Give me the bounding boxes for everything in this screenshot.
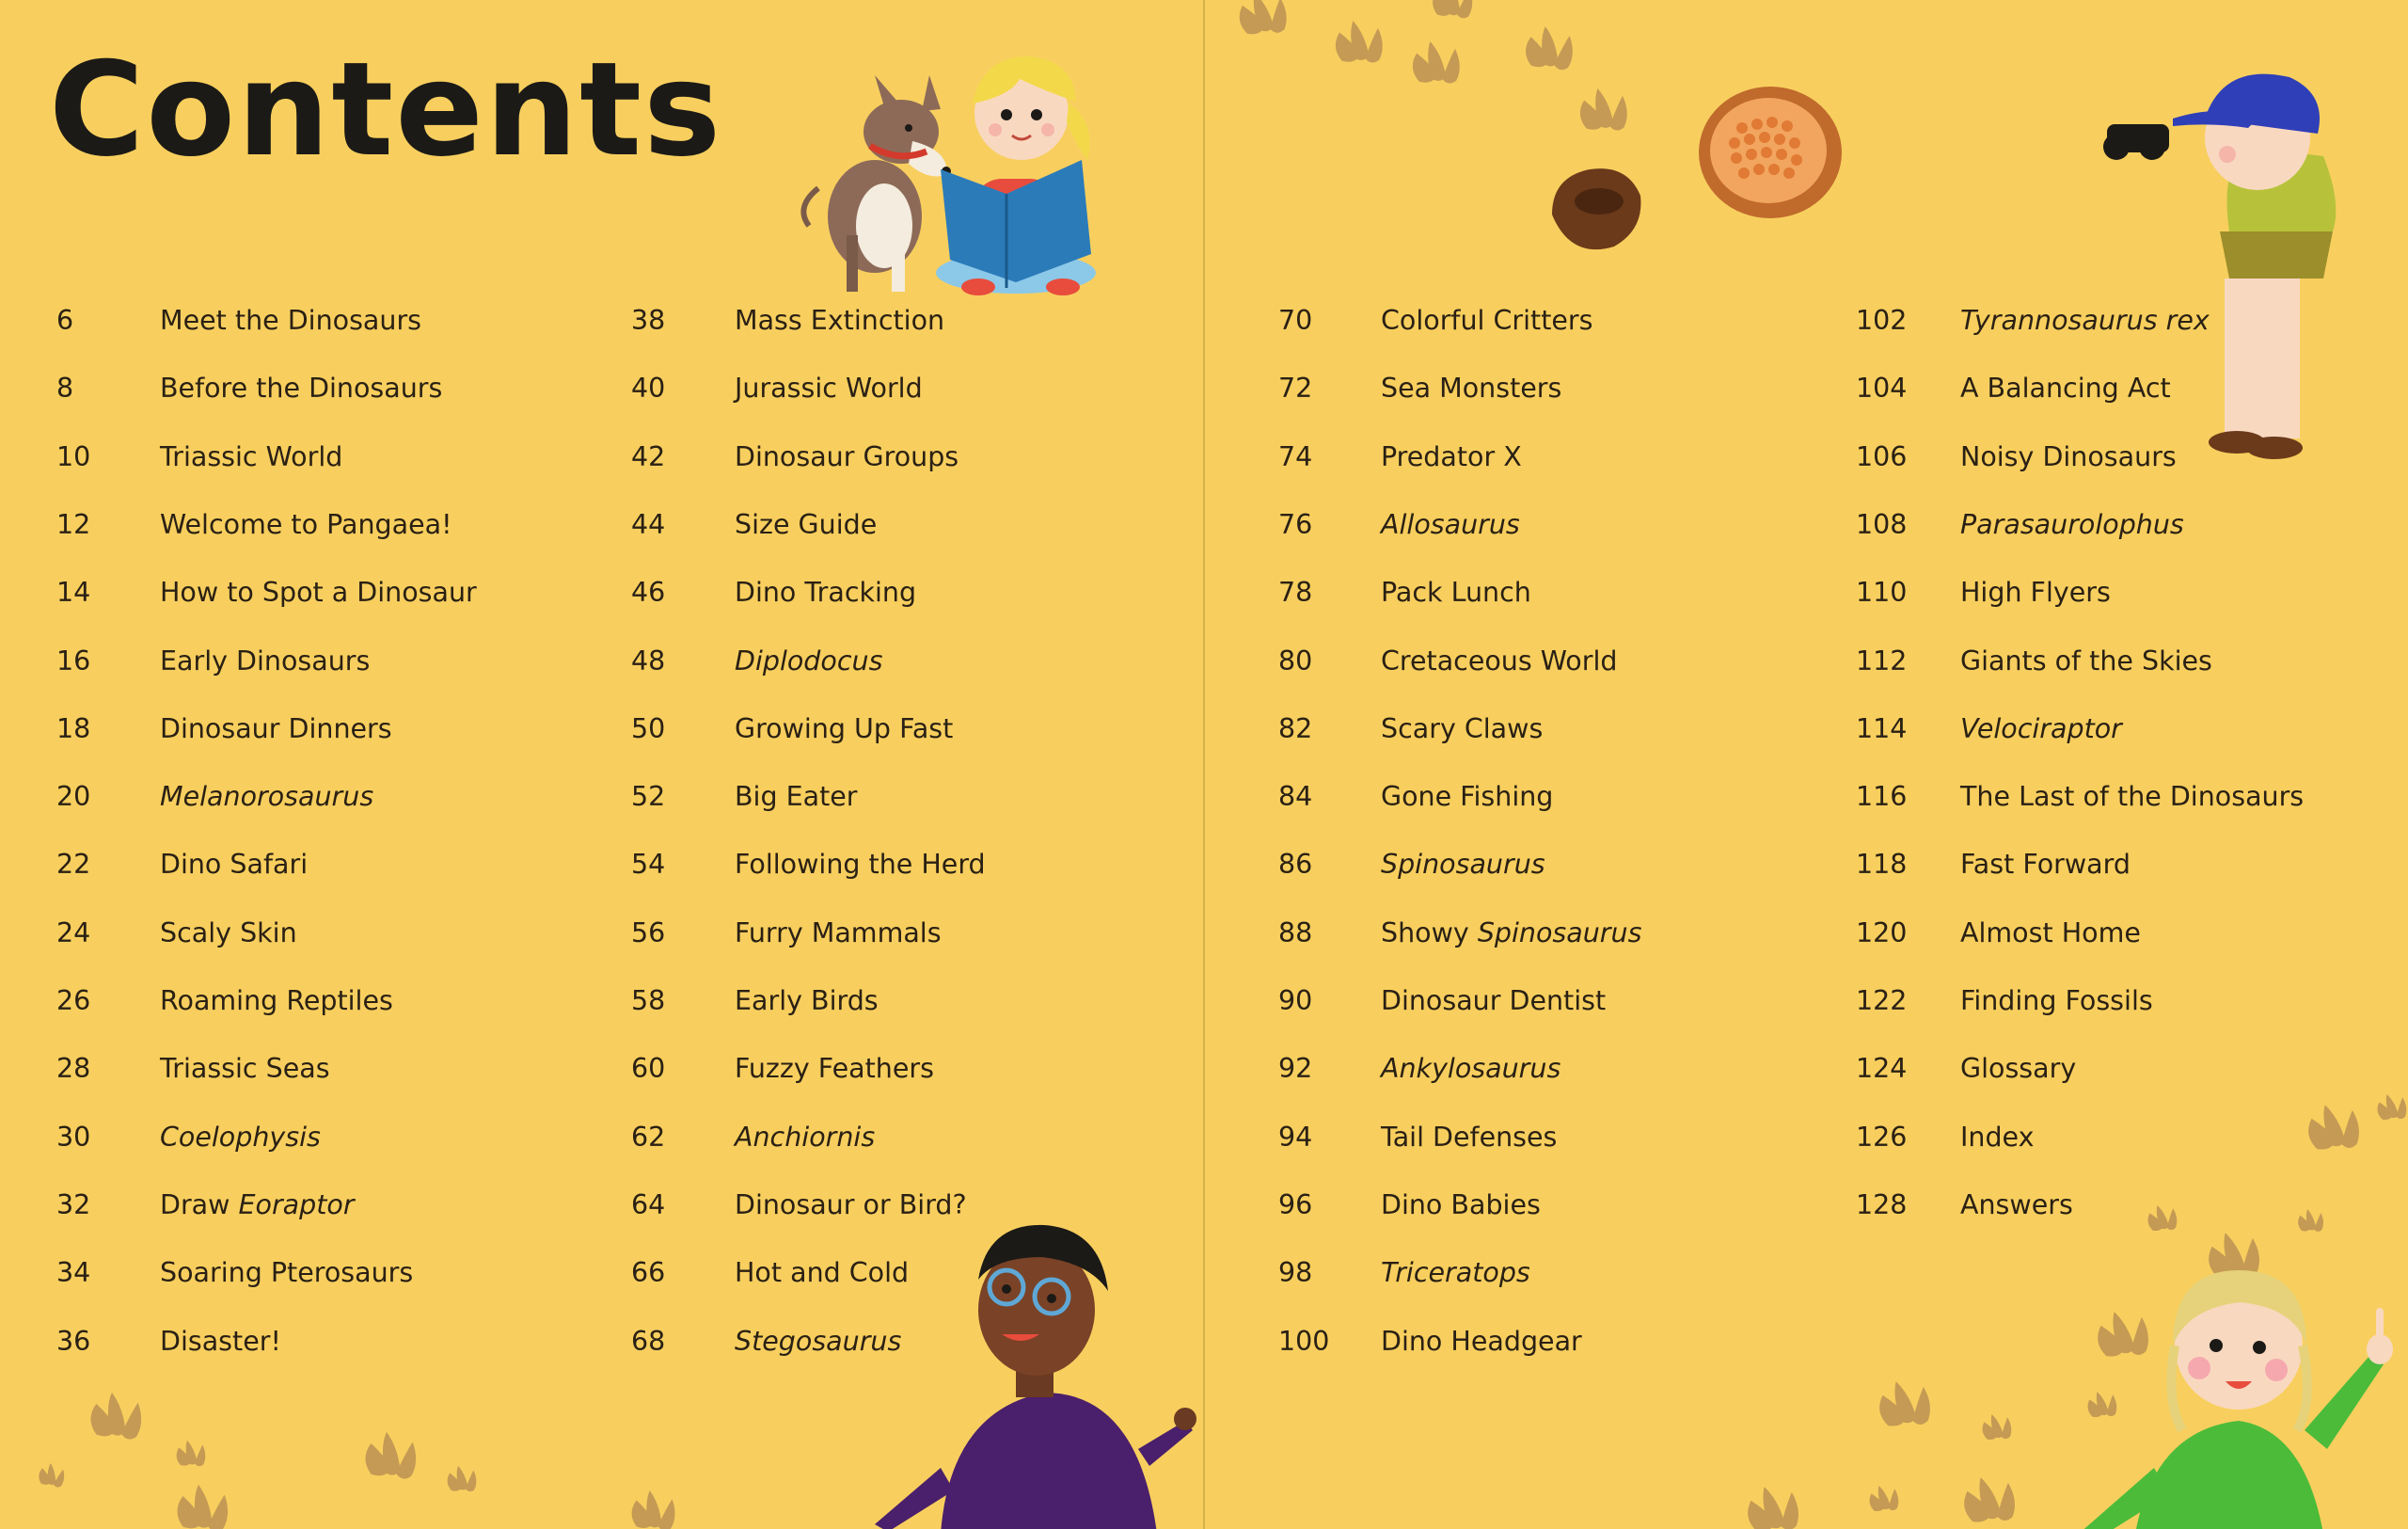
girl-pointing-illustration <box>2060 1242 2380 1529</box>
toc-title-part: Mass Extinction <box>735 305 945 336</box>
toc-entry-title <box>1960 917 2141 948</box>
toc-page-number: 26 <box>56 985 91 1016</box>
toc-entry-title <box>735 1122 875 1153</box>
toc-page-number: 68 <box>631 1325 666 1357</box>
toc-page-number: 22 <box>56 849 91 881</box>
toc-entry-title <box>1381 849 1545 880</box>
footprints-top-right <box>1213 0 1646 141</box>
toc-title-part: Colorful Critters <box>1381 305 1593 336</box>
toc-page-number: 104 <box>1856 373 1908 405</box>
toc-title-part: How to Spot a Dinosaur <box>160 577 477 609</box>
toc-title-part: Dino Tracking <box>735 577 917 609</box>
toc-title-part: Dinosaur Dentist <box>1381 985 1607 1016</box>
toc-title-part: Dinosaur or Bird? <box>735 1188 967 1220</box>
toc-entry-title <box>735 917 942 948</box>
toc-entry-title <box>735 781 858 812</box>
toc-page-number: 36 <box>56 1325 91 1357</box>
toc-page-number: 106 <box>1856 440 1908 472</box>
toc-page-number: 42 <box>631 440 666 472</box>
toc-entry-title <box>735 1053 934 1084</box>
toc-title-part: Allosaurus <box>1381 508 1520 540</box>
toc-title-part: Gone Fishing <box>1381 781 1554 813</box>
toc-page-number: 128 <box>1856 1188 1908 1220</box>
toc-page-number: 62 <box>631 1121 666 1153</box>
toc-page-number: 118 <box>1856 849 1908 881</box>
toc-page-number: 38 <box>631 305 666 336</box>
boy-with-glasses-illustration <box>884 1223 1195 1529</box>
toc-title-part: Velociraptor <box>1960 712 2122 744</box>
toc-title-part: Before the Dinosaurs <box>160 373 443 405</box>
toc-page-number: 66 <box>631 1257 666 1289</box>
toc-title-part: High Flyers <box>1960 577 2111 609</box>
toc-title-part: Dino Headgear <box>1381 1325 1582 1357</box>
toc-entry-title <box>1960 713 2122 744</box>
toc-entry-title <box>735 373 923 404</box>
toc-title-part: Triassic World <box>160 440 343 472</box>
toc-title-part: Big Eater <box>735 781 858 813</box>
toc-page-number: 30 <box>56 1121 91 1153</box>
toc-page-number: 108 <box>1856 508 1908 540</box>
toc-title-part: Early Dinosaurs <box>160 645 371 677</box>
toc-page-number: 90 <box>1278 985 1313 1016</box>
toc-entry-title <box>735 305 944 336</box>
toc-page-number: 92 <box>1278 1053 1313 1085</box>
toc-title-part: Roaming Reptiles <box>160 985 393 1016</box>
toc-page-number: 86 <box>1278 849 1313 881</box>
toc-page-number: 84 <box>1278 781 1313 813</box>
toc-title-part: Jurassic World <box>735 373 923 405</box>
toc-title-part: Tyrannosaurus rex <box>1960 305 2210 336</box>
toc-title-part: Meet the Dinosaurs <box>160 305 422 336</box>
toc-entry-title <box>1381 441 1522 472</box>
toc-entry-title <box>735 985 879 1016</box>
toc-entry-title <box>1960 1053 2076 1084</box>
toc-title-part: Dino Safari <box>160 849 309 881</box>
toc-page-number: 8 <box>56 373 74 405</box>
toc-entry-title <box>160 645 370 677</box>
toc-title-part: Eoraptor <box>238 1188 355 1220</box>
toc-entry-title <box>1960 645 2212 677</box>
toc-title-part: Fast Forward <box>1960 849 2131 881</box>
toc-page-number: 114 <box>1856 712 1908 744</box>
toc-title-part: Scary Claws <box>1381 712 1544 744</box>
toc-entry-title <box>160 1122 321 1153</box>
toc-entry-title <box>160 441 342 472</box>
toc-page-number: 14 <box>56 577 91 609</box>
fossil-bone-illustration <box>1543 158 1646 262</box>
toc-title-part: A Balancing Act <box>1960 373 2171 405</box>
toc-page-number: 54 <box>631 849 666 881</box>
toc-page-number: 18 <box>56 712 91 744</box>
toc-title-part: Almost Home <box>1960 916 2141 948</box>
boy-with-binoculars-illustration <box>2088 53 2342 476</box>
toc-page-number: 24 <box>56 916 91 948</box>
toc-page-number: 70 <box>1278 305 1313 336</box>
toc-page-number: 44 <box>631 508 666 540</box>
toc-title-part: Following the Herd <box>735 849 986 881</box>
toc-entry-title <box>1381 1122 1557 1153</box>
toc-entry-title <box>1381 1189 1541 1220</box>
toc-entry-title <box>160 849 308 880</box>
toc-title-part: Scaly Skin <box>160 916 297 948</box>
toc-page-number: 96 <box>1278 1188 1313 1220</box>
toc-page-number: 56 <box>631 916 666 948</box>
toc-title-part: Triceratops <box>1381 1257 1530 1289</box>
toc-title-part: Disaster! <box>160 1325 281 1357</box>
toc-entry-title <box>1381 781 1553 812</box>
toc-page-number: 40 <box>631 373 666 405</box>
toc-entry-title <box>1381 985 1606 1016</box>
toc-page-number: 88 <box>1278 916 1313 948</box>
toc-page-number: 102 <box>1856 305 1908 336</box>
toc-entry-title <box>1381 917 1641 948</box>
toc-page-number: 126 <box>1856 1121 1908 1153</box>
toc-title-part: Cretaceous World <box>1381 645 1618 677</box>
toc-title-part: Fuzzy Feathers <box>735 1053 934 1085</box>
toc-entry-title <box>1381 1053 1560 1084</box>
toc-page-number: 58 <box>631 985 666 1016</box>
toc-entry-title <box>160 1189 355 1220</box>
toc-page-number: 122 <box>1856 985 1908 1016</box>
toc-page-number: 120 <box>1856 916 1908 948</box>
toc-entry-title <box>160 509 452 540</box>
toc-entry-title <box>160 373 442 404</box>
toc-page-number: 80 <box>1278 645 1313 677</box>
toc-entry-title <box>1381 577 1531 608</box>
toc-entry-title <box>1381 305 1592 336</box>
toc-page-number: 48 <box>631 645 666 677</box>
toc-entry-title <box>160 781 373 812</box>
toc-entry-title <box>735 509 877 540</box>
toc-entry-title <box>160 985 393 1016</box>
toc-title-part: Triassic Seas <box>160 1053 330 1085</box>
toc-page-number: 60 <box>631 1053 666 1085</box>
toc-entry-title <box>735 441 958 472</box>
toc-page-number: 124 <box>1856 1053 1908 1085</box>
toc-page-number: 74 <box>1278 440 1313 472</box>
toc-title-part: Spinosaurus <box>1381 849 1545 881</box>
toc-entry-title <box>735 577 916 608</box>
footprints-bottom-left <box>0 1374 715 1529</box>
toc-title-part: Giants of the Skies <box>1960 645 2212 677</box>
toc-title-part: Index <box>1960 1121 2035 1153</box>
toc-entry-title <box>1381 645 1617 677</box>
toc-entry-title <box>735 1326 901 1357</box>
toc-title-part: Predator X <box>1381 440 1522 472</box>
toc-title-part: Draw <box>160 1188 239 1220</box>
toc-page-number: 94 <box>1278 1121 1313 1153</box>
toc-page-number: 50 <box>631 712 666 744</box>
toc-page-number: 100 <box>1278 1325 1330 1357</box>
toc-page-number: 20 <box>56 781 91 813</box>
toc-entry-title <box>1960 985 2153 1016</box>
toc-title-part: Ankylosaurus <box>1381 1053 1561 1085</box>
fossil-egg-illustration <box>1695 81 1846 222</box>
toc-title-part: Parasaurolophus <box>1960 508 2184 540</box>
toc-page-number: 82 <box>1278 712 1313 744</box>
toc-page-number: 34 <box>56 1257 91 1289</box>
toc-page-number: 78 <box>1278 577 1313 609</box>
toc-title-part: Pack Lunch <box>1381 577 1531 609</box>
toc-entry-title <box>1960 849 2131 880</box>
toc-title-part: Dinosaur Dinners <box>160 712 392 744</box>
toc-entry-title <box>735 1257 909 1288</box>
toc-entry-title <box>1381 1326 1582 1357</box>
toc-title-part: Furry Mammals <box>735 916 942 948</box>
toc-entry-title <box>735 849 986 880</box>
toc-title-part: Finding Fossils <box>1960 985 2153 1016</box>
toc-title-part: Anchiornis <box>735 1121 876 1153</box>
toc-title-part: Glossary <box>1960 1053 2077 1085</box>
toc-page-number: 16 <box>56 645 91 677</box>
toc-title-part: Diplodocus <box>735 645 883 677</box>
toc-page-number: 116 <box>1856 781 1908 813</box>
page-title: Contents <box>49 34 723 185</box>
toc-entry-title <box>1960 577 2111 608</box>
toc-entry-title <box>160 1257 413 1288</box>
toc-page-number: 46 <box>631 577 666 609</box>
toc-title-part: Tail Defenses <box>1381 1121 1558 1153</box>
toc-entry-title <box>160 1053 330 1084</box>
toc-page-number: 72 <box>1278 373 1313 405</box>
girl-reading-with-dog-illustration <box>781 38 1119 301</box>
toc-title-part: Stegosaurus <box>735 1325 902 1357</box>
toc-entry-title <box>160 1326 281 1357</box>
toc-title-part: Spinosaurus <box>1477 916 1642 948</box>
toc-title-part: Growing Up Fast <box>735 712 954 744</box>
toc-entry-title <box>160 577 477 608</box>
toc-page-number: 64 <box>631 1188 666 1220</box>
toc-title-part: Dinosaur Groups <box>735 440 959 472</box>
toc-entry-title <box>1960 781 2304 812</box>
toc-entry-title <box>1960 509 2184 540</box>
toc-title-part: Dino Babies <box>1381 1188 1541 1220</box>
toc-title-part: Welcome to Pangaea! <box>160 508 452 540</box>
toc-entry-title <box>735 1189 967 1220</box>
toc-title-part: Coelophysis <box>160 1121 321 1153</box>
toc-title-part: Soaring Pterosaurs <box>160 1257 414 1289</box>
toc-entry-title <box>160 917 297 948</box>
toc-title-part: The Last of the Dinosaurs <box>1960 781 2305 813</box>
toc-title-part: Hot and Cold <box>735 1257 910 1289</box>
toc-entry-title <box>735 645 882 677</box>
toc-entry-title <box>160 713 392 744</box>
toc-page-number: 52 <box>631 781 666 813</box>
toc-page-number: 110 <box>1856 577 1908 609</box>
toc-title-part: Sea Monsters <box>1381 373 1562 405</box>
toc-entry-title <box>1381 1257 1530 1288</box>
toc-entry-title <box>160 305 421 336</box>
toc-title-part: Melanorosaurus <box>160 781 374 813</box>
toc-title-part: Noisy Dinosaurs <box>1960 440 2177 472</box>
toc-page-number: 10 <box>56 440 91 472</box>
toc-page-number: 12 <box>56 508 91 540</box>
toc-entry-title <box>1381 509 1520 540</box>
toc-page-number: 112 <box>1856 645 1908 677</box>
toc-page-number: 98 <box>1278 1257 1313 1289</box>
toc-title-part: Answers <box>1960 1188 2073 1220</box>
toc-title-part: Showy <box>1381 916 1478 948</box>
toc-title-part: Early Birds <box>735 985 879 1016</box>
toc-page-number: 6 <box>56 305 74 336</box>
toc-page-number: 28 <box>56 1053 91 1085</box>
toc-page-number: 32 <box>56 1188 91 1220</box>
toc-entry-title <box>1381 373 1561 404</box>
toc-entry-title <box>1381 713 1543 744</box>
toc-title-part: Size Guide <box>735 508 878 540</box>
toc-entry-title <box>735 713 953 744</box>
toc-page-number: 76 <box>1278 508 1313 540</box>
